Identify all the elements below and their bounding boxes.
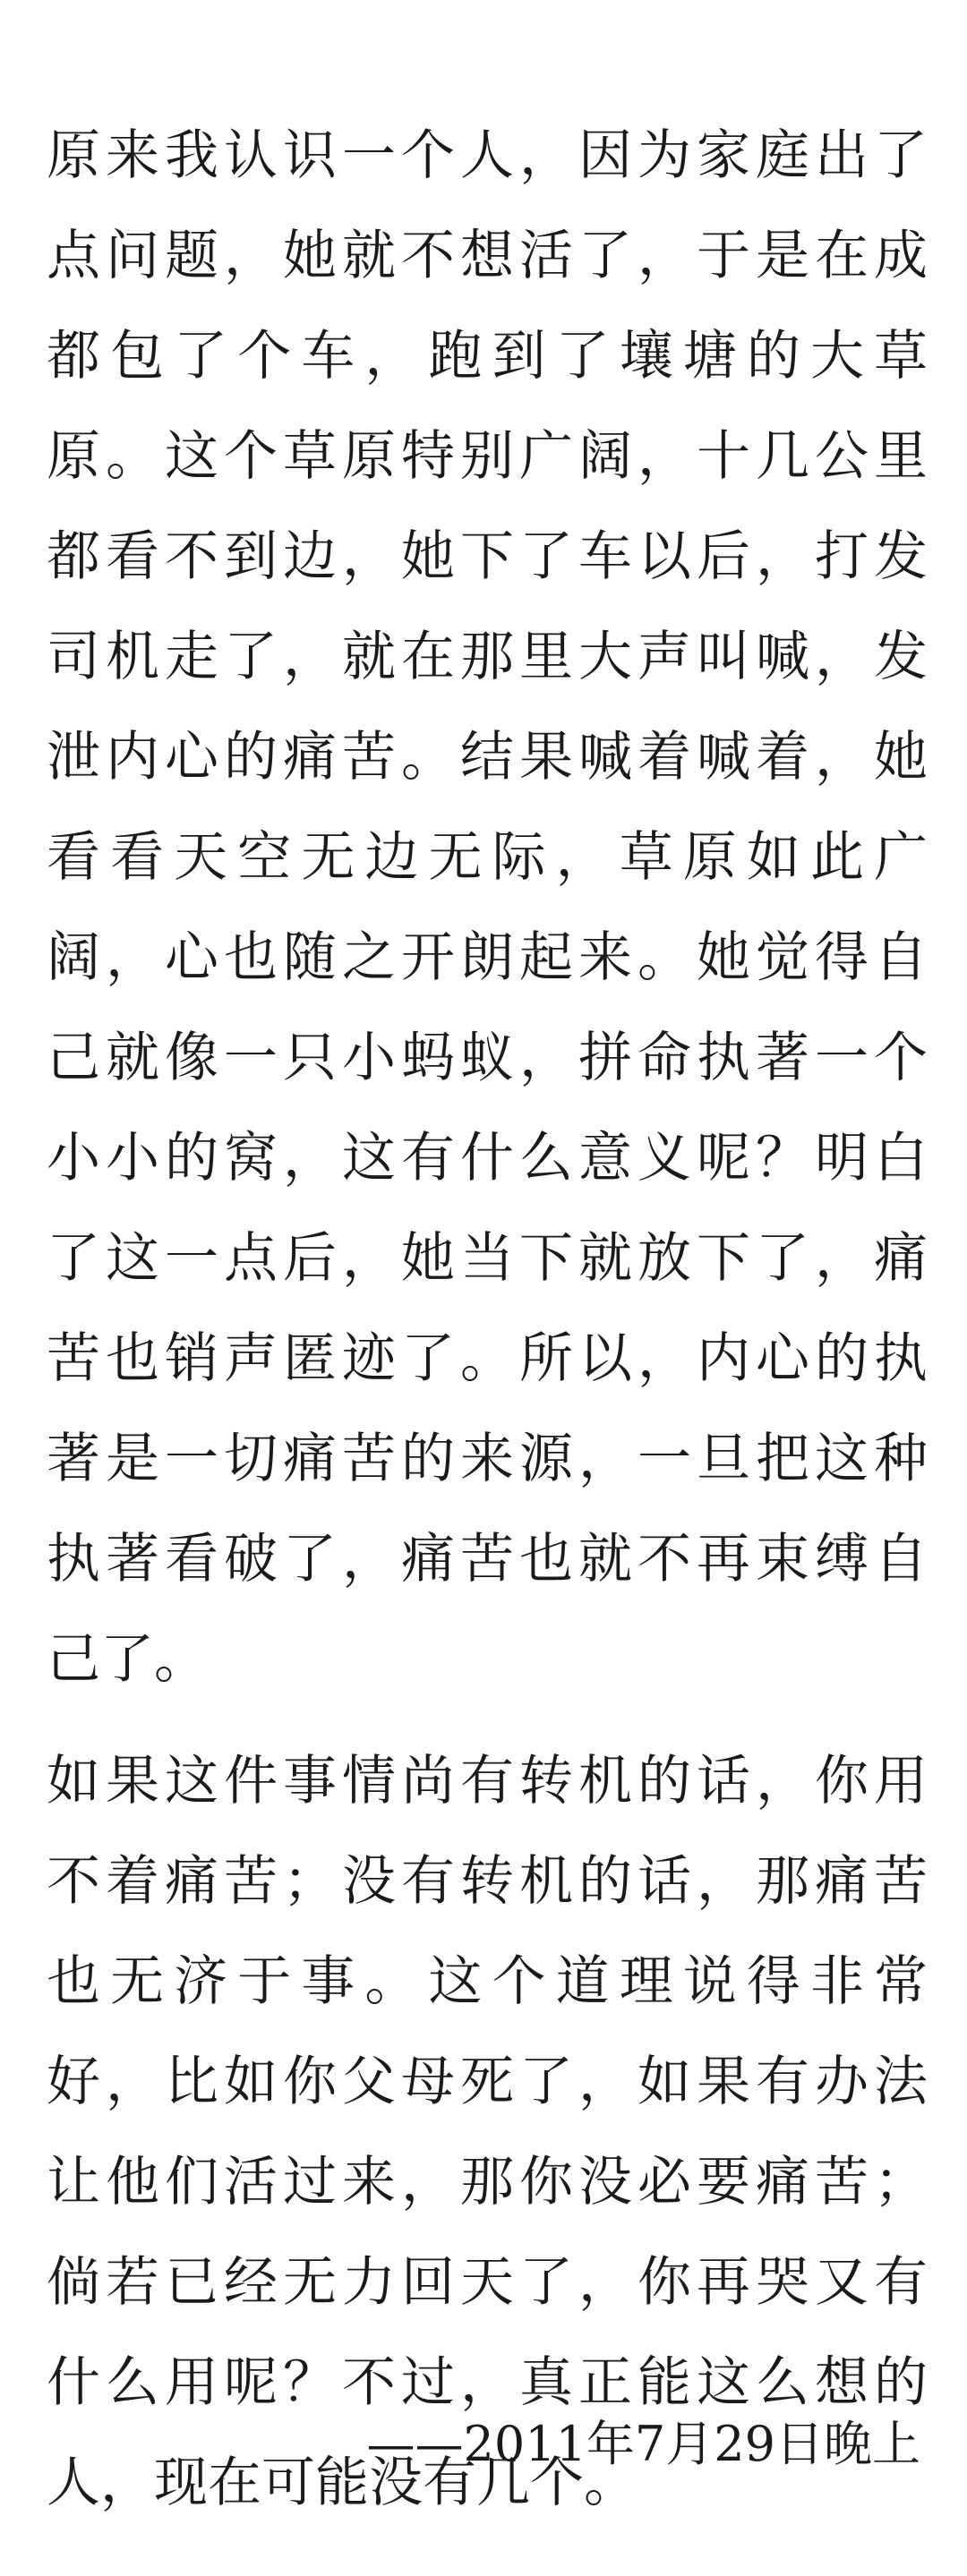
text-line: 如果这件事情尚有转机的话，你用 [47,1750,933,1813]
text-line: 点问题，她就不想活了，于是在成 [47,225,933,287]
text-line: 小小的窝，这有什么意义呢？明白 [47,1127,933,1190]
text-line: 都包了个车，跑到了壤塘的大草 [47,325,938,388]
text-line: 不着痛苦；没有转机的话，那痛苦 [47,1850,933,1913]
text-line: 什么用呢？不过，真正能这么想的 [47,2351,933,2414]
text-line: 都看不到边，她下了车以后，打发 [47,525,933,588]
text-line: 司机走了，就在那里大声叫喊，发 [47,626,933,688]
text-line: 原来我认识一个人，因为家庭出了 [47,124,933,187]
paragraph-1 [47,106,938,1710]
text-line: 倘若已经无力回天了，你再哭又有 [47,2251,933,2314]
article-body [47,106,938,2533]
text-line: 好，比如你父母死了，如果有办法 [47,2051,933,2113]
date-signature: ——2011年7月29日晚上 [366,2416,920,2472]
text-line: 原。这个草原特别广阔，十几公里 [47,425,933,488]
text-line: 执著看破了，痛苦也就不再束缚自 [47,1528,933,1591]
text-line: 泄内心的痛苦。结果喊着喊着，她 [47,726,933,789]
text-line: 人，现在可能没有几个。 [47,2452,638,2514]
text-line: 看看天空无边无际，草原如此广 [47,826,938,889]
text-line: 阔，心也随之开朗起来。她觉得自 [47,926,933,989]
text-line: 苦也销声匿迹了。所以，内心的执 [47,1327,933,1390]
paragraph-spacer [47,1710,928,1731]
text-line: 己就像一只小蚂蚁，拼命执著一个 [47,1027,933,1089]
text-line: 了这一点后，她当下就放下了，痛 [47,1227,933,1290]
text-line: 让他们活过来，那你没必要痛苦； [47,2151,933,2213]
text-line: 也无济于事。这个道理说得非常 [47,1950,938,2013]
text-line: 己了。 [47,1628,208,1691]
text-line: 著是一切痛苦的来源，一旦把这种 [47,1428,933,1490]
